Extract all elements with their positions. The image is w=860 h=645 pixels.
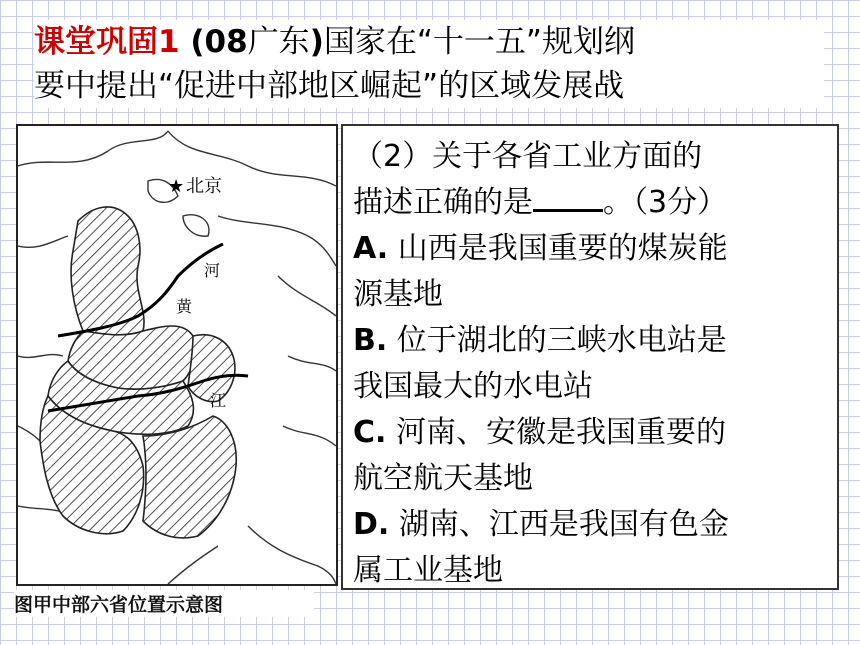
question-stem-line-2 bbox=[353, 180, 831, 226]
option-a-line-1 bbox=[353, 226, 831, 272]
yangtze-river-label: 江 bbox=[210, 391, 227, 410]
title-line-1 bbox=[34, 20, 824, 64]
option-a-text: 山西是我国重要的煤炭能 bbox=[388, 231, 728, 266]
title-source-open: (08 bbox=[179, 24, 248, 60]
option-c-label: C. bbox=[353, 415, 387, 450]
option-d-line-1 bbox=[353, 502, 831, 548]
option-a-line-2: 源基地 bbox=[353, 277, 443, 312]
option-c-line-2: 航空航天基地 bbox=[353, 461, 533, 496]
question-stem-line-1: （2）关于各省工业方面的 bbox=[353, 139, 703, 174]
slide-title bbox=[34, 20, 824, 108]
yellow-river-label-1: 黄 bbox=[176, 297, 193, 316]
shanxi-region bbox=[71, 207, 144, 335]
stem-score: 。（3分） bbox=[603, 185, 728, 220]
title-line-2: 要中提出“促进中部地区崛起”的区域发展战 bbox=[34, 68, 625, 104]
yellow-river-label-2: 河 bbox=[204, 261, 221, 280]
title-text-1: 国家在“十一五”规划纲 bbox=[323, 24, 635, 60]
option-b-line-2: 我国最大的水电站 bbox=[353, 369, 593, 404]
hatched-provinces bbox=[40, 207, 236, 538]
beijing-label: 北京 bbox=[186, 176, 222, 197]
option-c-line-1 bbox=[353, 410, 831, 456]
answer-blank bbox=[533, 185, 603, 212]
option-b-text: 位于湖北的三峡水电站是 bbox=[387, 323, 727, 358]
beijing-star-icon: ★ bbox=[168, 176, 185, 197]
central-provinces-map bbox=[18, 126, 336, 584]
question-box bbox=[341, 124, 839, 590]
option-d-line-2: 属工业基地 bbox=[353, 553, 503, 588]
stem-text: 描述正确的是 bbox=[353, 185, 533, 220]
title-source-close: ) bbox=[309, 24, 324, 60]
map-figure bbox=[16, 124, 338, 586]
map-caption: 图甲中部六省位置示意图 bbox=[14, 590, 314, 617]
title-prefix: 课堂巩固1 bbox=[34, 24, 180, 60]
option-d-label: D. bbox=[353, 507, 390, 542]
title-source-province: 广东 bbox=[247, 24, 310, 60]
option-b-label: B. bbox=[353, 323, 388, 358]
option-d-text: 湖南、江西是我国有色金 bbox=[389, 507, 729, 542]
option-a-label: A. bbox=[353, 231, 389, 266]
option-c-text: 河南、安徽是我国重要的 bbox=[386, 415, 726, 450]
option-b-line-1 bbox=[353, 318, 831, 364]
